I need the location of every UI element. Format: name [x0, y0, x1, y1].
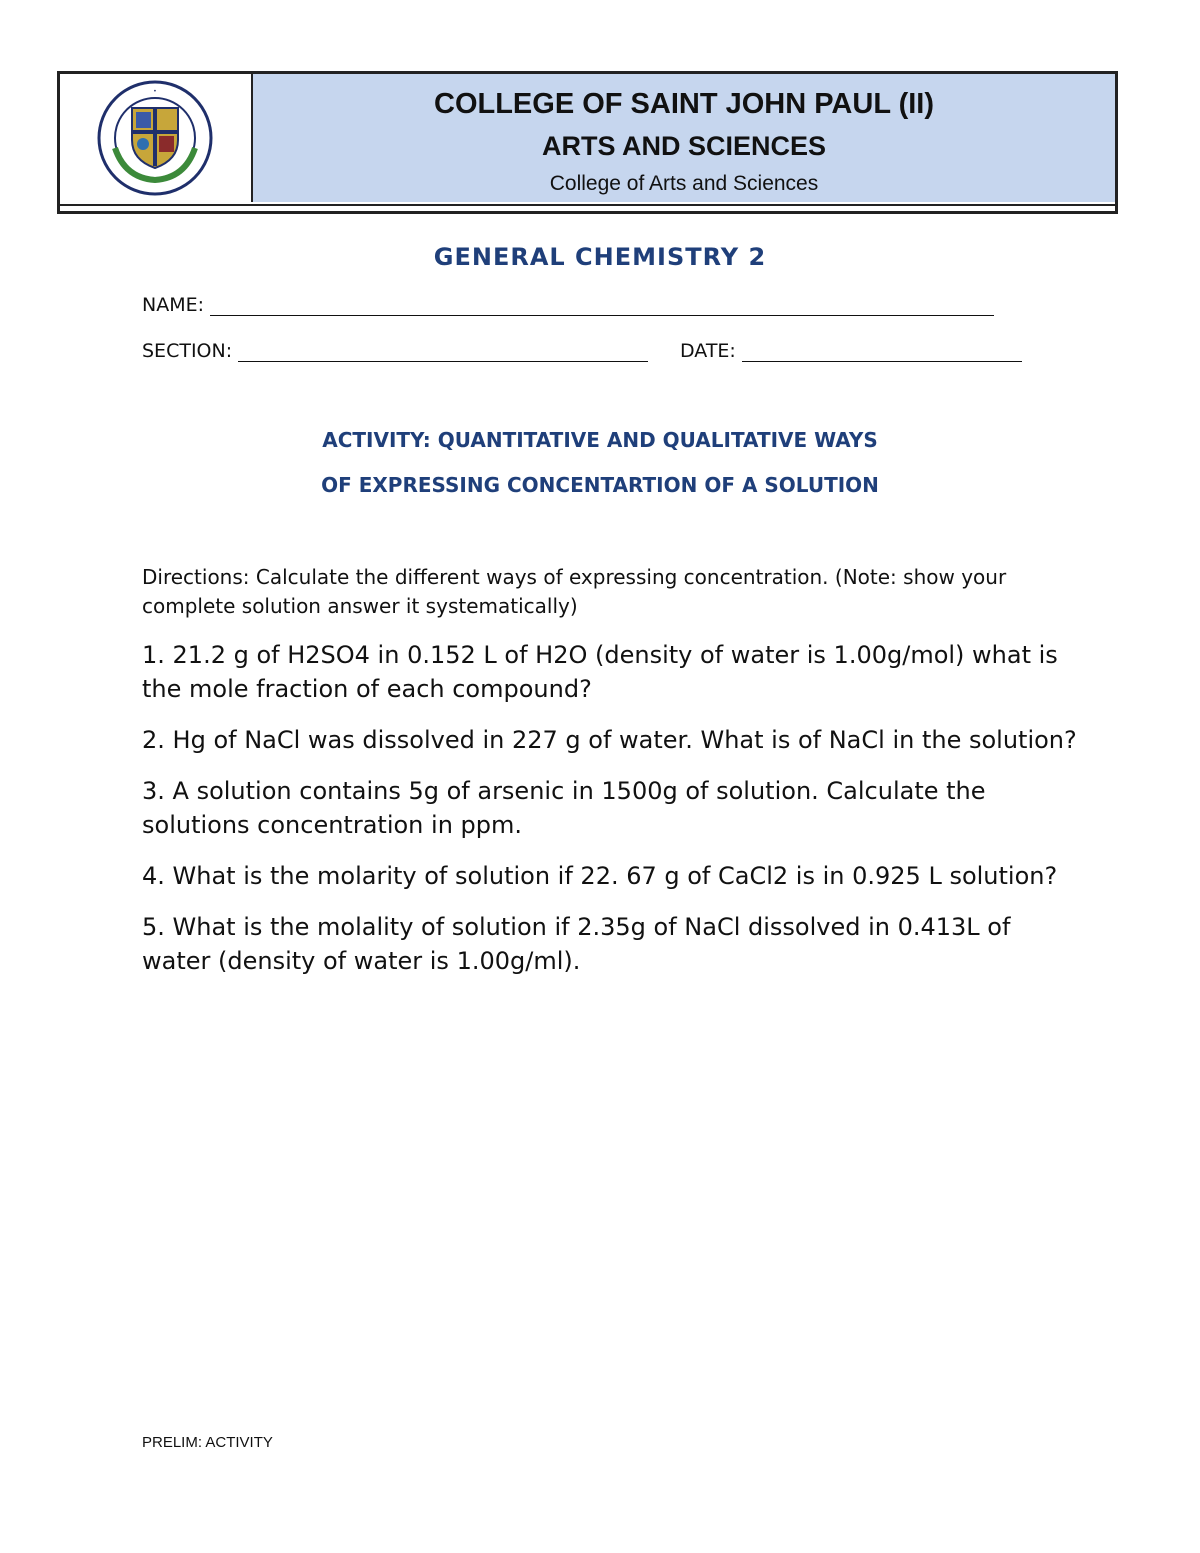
- section-field[interactable]: [142, 340, 648, 362]
- svg-text:·: ·: [153, 87, 157, 97]
- question-2: 2. Hg of NaCl was dissolved in 227 g of water. What is of NaCl in the solution?: [142, 726, 1077, 754]
- question-3: 3. A solution contains 5g of arsenic in 1500g of solution. Calculate the solutions concentration in ppm.: [142, 777, 986, 839]
- activity-title-line-1: ACTIVITY: QUANTITATIVE AND QUALITATIVE WAYS: [322, 428, 878, 452]
- section-label: SECTION:: [142, 340, 233, 362]
- title-cell: [253, 74, 1115, 202]
- college-name: COLLEGE OF SAINT JOHN PAUL (II): [434, 88, 934, 120]
- course-title: GENERAL CHEMISTRY 2: [433, 243, 767, 271]
- department-name: ARTS AND SCIENCES: [541, 131, 827, 161]
- college-subtitle: College of Arts and Sciences: [549, 172, 819, 195]
- college-seal-logo: [80, 78, 230, 198]
- date-blank-line[interactable]: [742, 341, 1022, 362]
- date-field[interactable]: [680, 340, 1022, 362]
- header-box: [57, 71, 1118, 214]
- name-field[interactable]: [142, 294, 994, 316]
- directions-text: Directions: Calculate the different ways of expressing concentration. (Note: show your complete solution answer it systematically): [142, 565, 1007, 618]
- question-4: 4. What is the molarity of solution if 22. 67 g of CaCl2 is in 0.925 L solution?: [142, 862, 1058, 890]
- name-label: NAME:: [142, 294, 205, 316]
- question-5: 5. What is the molality of solution if 2.35g of NaCl dissolved in 0.413L of water (density of water is 1.00g/ml).: [142, 913, 1011, 975]
- date-label: DATE:: [680, 340, 736, 362]
- activity-title-line-2: OF EXPRESSING CONCENTARTION OF A SOLUTION: [321, 473, 879, 497]
- header-table: [60, 74, 1115, 206]
- logo-cell: [60, 74, 253, 202]
- footer-label: PRELIM: ACTIVITY: [142, 1434, 273, 1451]
- question-1: 1. 21.2 g of H2SO4 in 0.152 L of H2O (density of water is 1.00g/mol) what is the mole fraction of each compound?: [142, 641, 1058, 703]
- section-blank-line[interactable]: [238, 341, 648, 362]
- name-blank-line[interactable]: [210, 295, 994, 316]
- question-list: [142, 638, 1082, 995]
